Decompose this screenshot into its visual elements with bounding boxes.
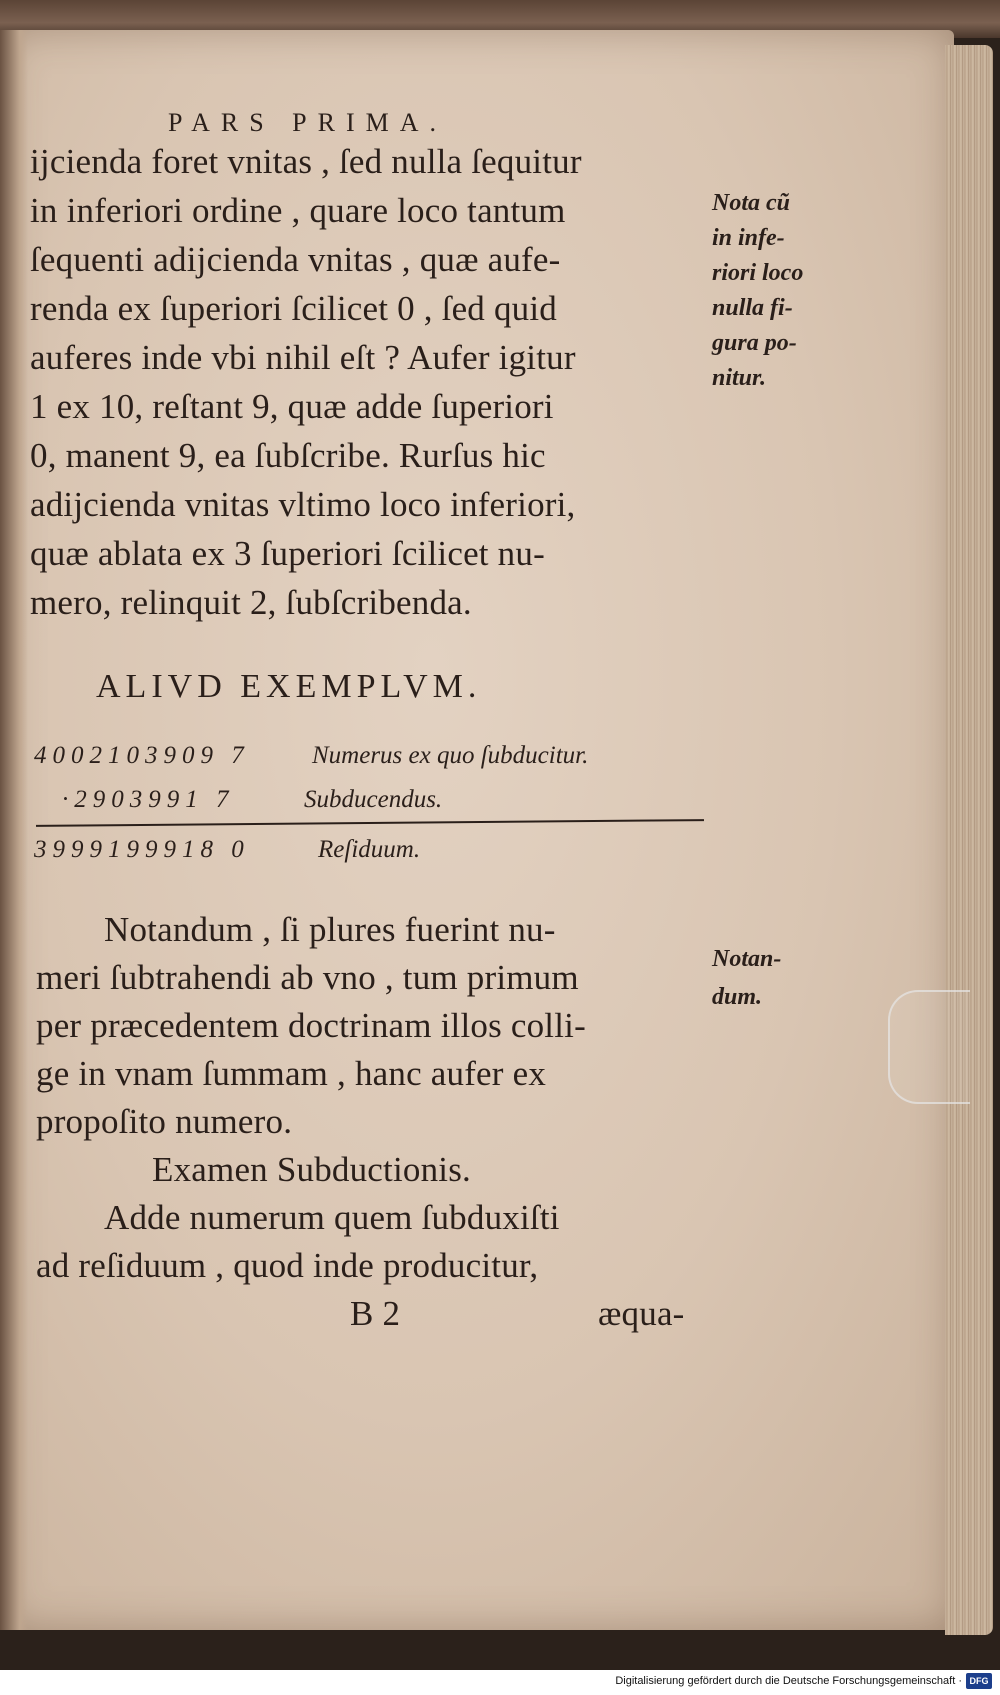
- margin-note-line: riori loco: [712, 260, 804, 286]
- body-line: meri ſubtrahendi ab vno , tum primum: [36, 958, 579, 997]
- margin-note-line: nitur.: [712, 365, 767, 391]
- body-line: ge in vnam ſummam , hanc aufer ex: [36, 1054, 547, 1093]
- body-line: propoſito numero.: [36, 1102, 293, 1141]
- margin-note-line: nulla fi-: [712, 295, 793, 321]
- page-clip: [888, 990, 970, 1104]
- body-line: auferes inde vbi nihil eſt ? Aufer igitur: [30, 338, 576, 377]
- margin-note-line: in infe-: [712, 225, 785, 251]
- body-line: adijcienda vnitas vltimo loco inferiori,: [30, 485, 576, 524]
- margin-note-line: Nota cũ: [712, 190, 790, 216]
- residue-label: Reſiduum.: [318, 836, 421, 863]
- residue-number: 3999199918 0: [34, 836, 250, 863]
- body-line: per præcedentem doctrinam illos colli-: [36, 1006, 586, 1045]
- subtrahend-label: Subducendus.: [304, 786, 443, 813]
- body-line: 1 ex 10, reſtant 9, quæ adde ſuperiori: [30, 387, 554, 426]
- body-line: ad reſiduum , quod inde producitur,: [36, 1246, 539, 1285]
- margin-note-line: dum.: [712, 984, 763, 1010]
- page-stack-edge: [945, 45, 993, 1635]
- funding-credit: Digitalisierung gefördert durch die Deutsche Forschungsgemeinschaft ·: [615, 1675, 962, 1687]
- subtrahend-number: ·2903991 7: [62, 786, 235, 813]
- body-line: ijcienda foret vnitas , ſed nulla ſequitur: [30, 142, 582, 181]
- body-line: ſequenti adijcienda vnitas , quæ aufe-: [30, 240, 561, 279]
- margin-note-line: gura po-: [712, 330, 797, 356]
- example-heading: ALIVD EXEMPLVM.: [96, 668, 482, 705]
- section-title: Examen Subductionis.: [152, 1150, 471, 1189]
- body-line: quæ ablata ex 3 ſuperiori ſcilicet nu-: [30, 534, 545, 573]
- dfg-logo: DFG: [966, 1673, 992, 1689]
- minuend-number: 4002103909 7: [34, 742, 250, 769]
- running-title: PARS PRIMA.: [168, 108, 448, 137]
- body-line: Adde numerum quem ſubduxiſti: [104, 1198, 560, 1237]
- signature-mark: B 2: [350, 1294, 401, 1333]
- margin-note-line: Notan-: [712, 946, 782, 972]
- binding-gutter: [0, 30, 28, 1630]
- body-line: mero, relinquit 2, ſubſcribenda.: [30, 583, 472, 622]
- body-line: Notandum , ſi plures fuerint nu-: [104, 910, 556, 949]
- catchword: æqua-: [598, 1294, 685, 1333]
- body-line: in inferiori ordine , quare loco tantum: [30, 191, 566, 230]
- body-line: renda ex ſuperiori ſcilicet 0 , ſed quid: [30, 289, 557, 328]
- minuend-label: Numerus ex quo ſubducitur.: [312, 742, 589, 769]
- body-line: 0, manent 9, ea ſubſcribe. Rurſus hic: [30, 436, 546, 475]
